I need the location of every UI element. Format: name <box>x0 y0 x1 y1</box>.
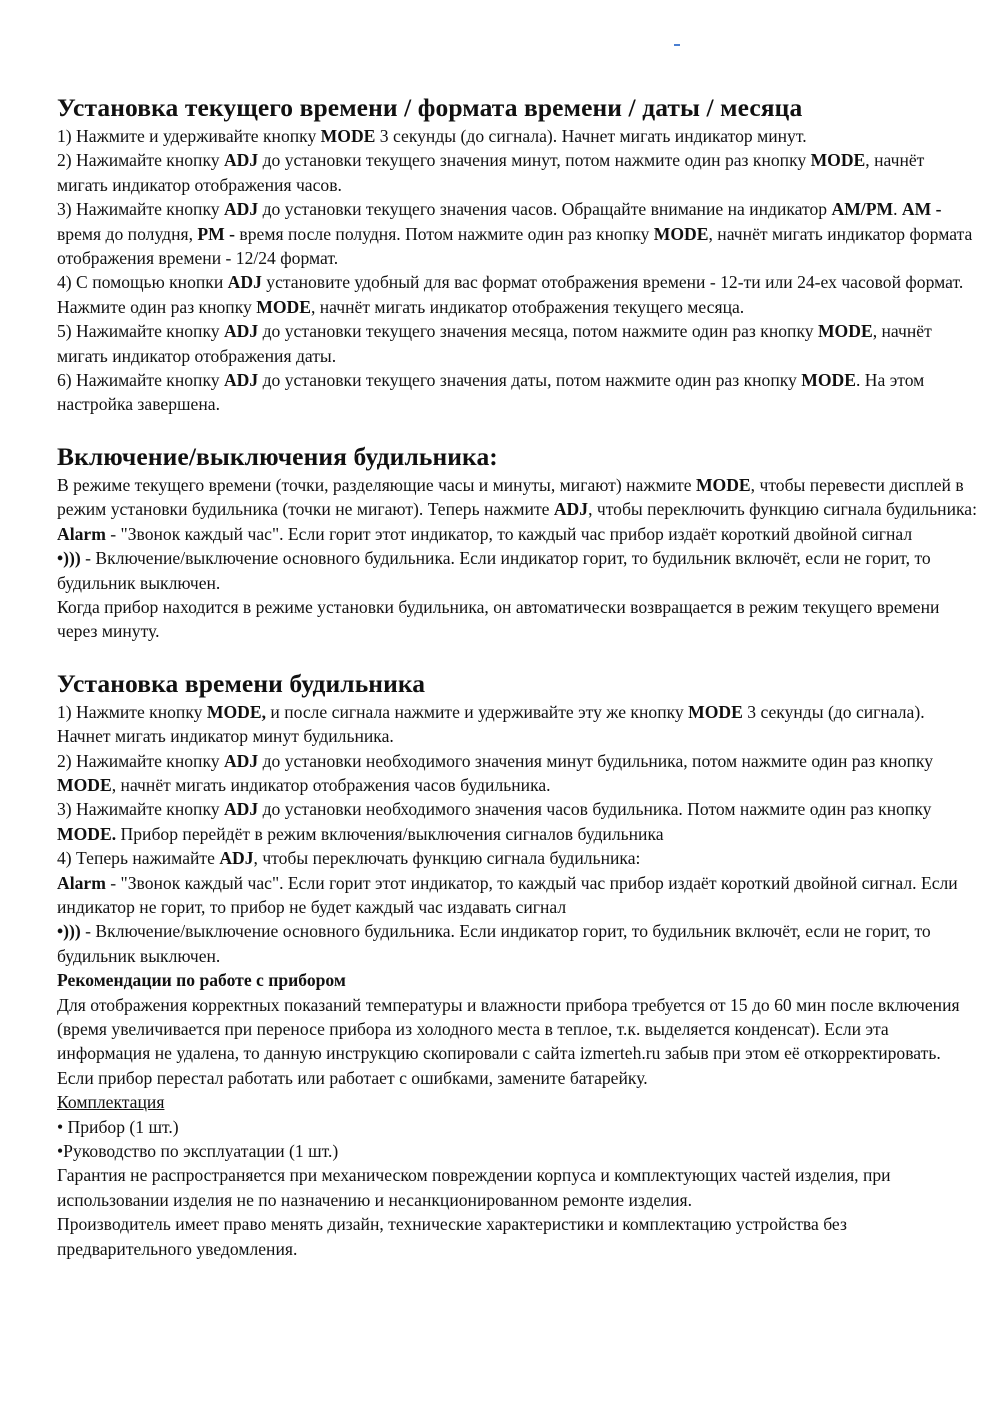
alarm-toggle-main-alarm: •))) - Включение/выключение основного будильника. Если индикатор горит, то будильник включёт, если не горит, то будильник выключен. <box>57 548 931 593</box>
scan-artifact-mark <box>674 44 680 46</box>
alarm-toggle-hourly-chime: Alarm - "Звонок каждый час". Если горит этот индикатор, то каждый час прибор издаёт короткий двойной сигнал <box>57 523 913 544</box>
bell-icon: •))) <box>57 921 81 942</box>
recommendations-text-1: Для отображения корректных показаний температуры и влажности прибора требуется от 15 до 60 мин после включения (время увеличивается при переносе прибора из холодного места в теплое, т.к. выделяется конденсат). Если эта информация не удалена, то данную инструкцию скопировали с сайта izmerteh.ru забыв при этом её откорректировать. <box>57 994 960 1064</box>
recommendations-title: Рекомендации по работе с прибором <box>57 970 346 991</box>
alarm-toggle-intro: В режиме текущего времени (точки, разделяющие часы и минуты, мигают) нажмите MODE, чтобы перевести дисплей в режим установки будильника (точки не мигают). Теперь нажмите ADJ, чтобы переключить функцию сигнала будильника: <box>57 474 977 520</box>
alarm-set-step-1: 1) Нажмите кнопку MODE, и после сигнала нажмите и удерживайте эту же кнопку MODE 3 секунды (до сигнала). Начнет мигать индикатор минут будильника. <box>57 701 925 747</box>
time-setup-step-4: 4) С помощью кнопки ADJ установите удобный для вас формат отображения времени - 12-ти или 24-ех часовой формат. Нажмите один раз кнопку MODE, начнёт мигать индикатор отображения текущего месяца. <box>57 272 964 317</box>
time-setup-step-1: 1) Нажмите и удерживайте кнопку MODE 3 секунды (до сигнала). Начнет мигать индикатор минут. <box>57 126 807 146</box>
warranty-text-1: Гарантия не распространяется при механическом повреждении корпуса и комплектующих частей изделия, при использовании изделия не по назначению и несанкционированном ремонте изделия. <box>57 1165 891 1210</box>
time-setup-step-6: 6) Нажимайте кнопку ADJ до установки текущего значения даты, потом нажмите один раз кнопку MODE. На этом настройка завершена. <box>57 370 925 415</box>
warranty-text-2: Производитель имеет право менять дизайн, технические характеристики и комплектацию устройства без предварительного уведомления. <box>57 1214 847 1259</box>
section-title-alarm-toggle: Включение/выключения будильника: <box>57 441 498 471</box>
alarm-set-step-2: 2) Нажимайте кнопку ADJ до установки необходимого значения минут будильника, потом нажмите один раз кнопку MODE, начнёт мигать индикатор отображения часов будильника. <box>57 750 934 795</box>
alarm-set-step-3: 3) Нажимайте кнопку ADJ до установки необходимого значения часов будильника. Потом нажмите один раз кнопку MODE. Прибор перейдёт в режим включения/выключения сигналов будильника <box>57 799 932 844</box>
alarm-toggle-note: Когда прибор находится в режиме установки будильника, он автоматически возвращается в режим текущего времени через минуту. <box>57 596 940 642</box>
kit-item-2: •Руководство по эксплуатации (1 шт.) <box>57 1141 339 1162</box>
section-title-time-setup: Установка текущего времени / формата времени / даты / месяца <box>57 93 803 122</box>
kit-item-1: • Прибор (1 шт.) <box>57 1116 179 1137</box>
time-setup-step-5: 5) Нажимайте кнопку ADJ до установки текущего значения месяца, потом нажмите один раз кнопку MODE, начнёт мигать индикатор отображения даты. <box>57 321 932 366</box>
time-setup-step-2: 2) Нажимайте кнопку ADJ до установки текущего значения минут, потом нажмите один раз кнопку MODE, начнёт мигать индикатор отображения часов. <box>57 150 925 195</box>
recommendations-text-2: Если прибор перестал работать или работает с ошибками, замените батарейку. <box>57 1067 648 1088</box>
section-title-alarm-set: Установка времени будильника <box>57 668 426 698</box>
kit-title: Комплектация <box>57 1092 165 1113</box>
alarm-set-hourly-chime: Alarm - "Звонок каждый час". Если горит этот индикатор, то каждый час прибор издаёт короткий двойной сигнал. Если индикатор не горит, то прибор не будет каждый час издавать сигнал <box>57 872 958 917</box>
alarm-set-step-4: 4) Теперь нажимайте ADJ, чтобы переключать функцию сигнала будильника: <box>57 848 641 869</box>
time-setup-step-3: 3) Нажимайте кнопку ADJ до установки текущего значения часов. Обращайте внимание на индикатор AM/PM. AM - время до полудня, PM - время после полудня. Потом нажмите один раз кнопку MODE, начнёт мигать индикатор формата отображения времени - 12/24 формат. <box>57 199 973 269</box>
alarm-set-main-alarm: •))) - Включение/выключение основного будильника. Если индикатор горит, то будильник включёт, если не горит, то будильник выключен. <box>57 921 931 966</box>
bell-icon: •))) <box>57 548 81 569</box>
document-page <box>57 92 977 1261</box>
